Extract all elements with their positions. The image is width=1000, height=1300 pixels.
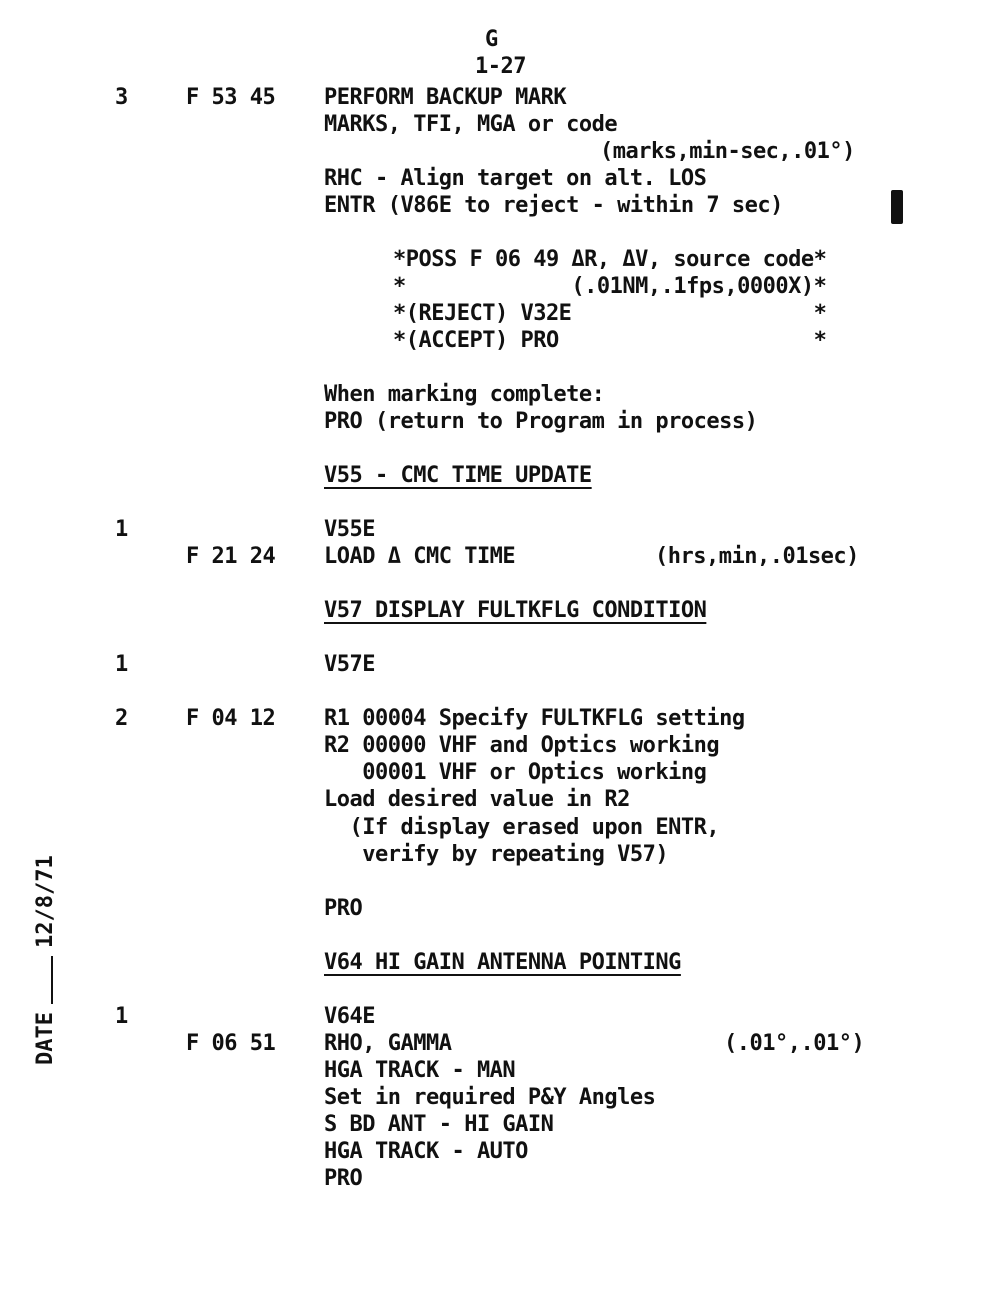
step-number: 1 — [115, 652, 128, 677]
page-number: 1-27 — [475, 54, 526, 79]
poss-display-line: *(ACCEPT) PRO * — [393, 328, 827, 353]
poss-display-line: * (.01NM,.1fps,0000X)* — [393, 274, 827, 299]
procedure-line: (If display erased upon ENTR, — [324, 815, 720, 840]
procedure-line: S BD ANT - HI GAIN — [324, 1112, 554, 1137]
procedure-line: R1 00004 Specify FULTKFLG setting — [324, 706, 745, 731]
procedure-line: PRO — [324, 1166, 363, 1191]
procedure-line: Load desired value in R2 — [324, 787, 630, 812]
units-note: (.01°,.01°) — [724, 1031, 865, 1056]
procedure-line: RHO, GAMMA — [324, 1031, 452, 1056]
verb-entry: V55E — [324, 517, 375, 542]
procedure-line: RHC - Align target on alt. LOS — [324, 166, 707, 191]
procedure-line: R2 00000 VHF and Optics working — [324, 733, 720, 758]
procedure-line: HGA TRACK - AUTO — [324, 1139, 528, 1164]
verb-entry: V64E — [324, 1004, 375, 1029]
date-stamp — [30, 765, 60, 1065]
date-label: DATE — [32, 1012, 58, 1065]
section-heading-v57: V57 DISPLAY FULTKFLG CONDITION — [324, 598, 707, 623]
procedure-line: When marking complete: — [324, 382, 605, 407]
procedure-line: PRO (return to Program in process) — [324, 409, 758, 434]
section-heading-v64: V64 HI GAIN ANTENNA POINTING — [324, 950, 681, 975]
procedure-line: verify by repeating V57) — [324, 842, 669, 867]
procedure-line: 00001 VHF or Optics working — [324, 760, 707, 785]
noun-code: F 21 24 — [186, 544, 276, 569]
procedure-line: LOAD Δ CMC TIME — [324, 544, 516, 569]
noun-code: F 53 45 — [186, 85, 276, 110]
procedure-line: Set in required P&Y Angles — [324, 1085, 656, 1110]
date-value: 12/8/71 — [32, 855, 58, 949]
procedure-line: ENTR (V86E to reject - within 7 sec) — [324, 193, 783, 218]
poss-display-line: *(REJECT) V32E * — [393, 301, 827, 326]
step-number: 1 — [115, 517, 128, 542]
procedure-line: HGA TRACK - MAN — [324, 1058, 516, 1083]
verb-entry: V57E — [324, 652, 375, 677]
step-number: 3 — [115, 85, 128, 110]
noun-code: F 06 51 — [186, 1031, 276, 1056]
procedure-line: MARKS, TFI, MGA or code — [324, 112, 618, 137]
procedure-line: PRO — [324, 896, 363, 921]
section-heading-v55: V55 - CMC TIME UPDATE — [324, 463, 592, 488]
step-number: 2 — [115, 706, 128, 731]
change-bar — [891, 190, 903, 224]
procedure-line: PERFORM BACKUP MARK — [324, 85, 567, 110]
date-underline — [51, 956, 53, 1004]
section-letter: G — [485, 27, 498, 52]
units-note: (hrs,min,.01sec) — [655, 544, 859, 569]
units-note: (marks,min-sec,.01°) — [600, 139, 855, 164]
noun-code: F 04 12 — [186, 706, 276, 731]
step-number: 1 — [115, 1004, 128, 1029]
poss-display-line: *POSS F 06 49 ΔR, ΔV, source code* — [393, 247, 827, 272]
